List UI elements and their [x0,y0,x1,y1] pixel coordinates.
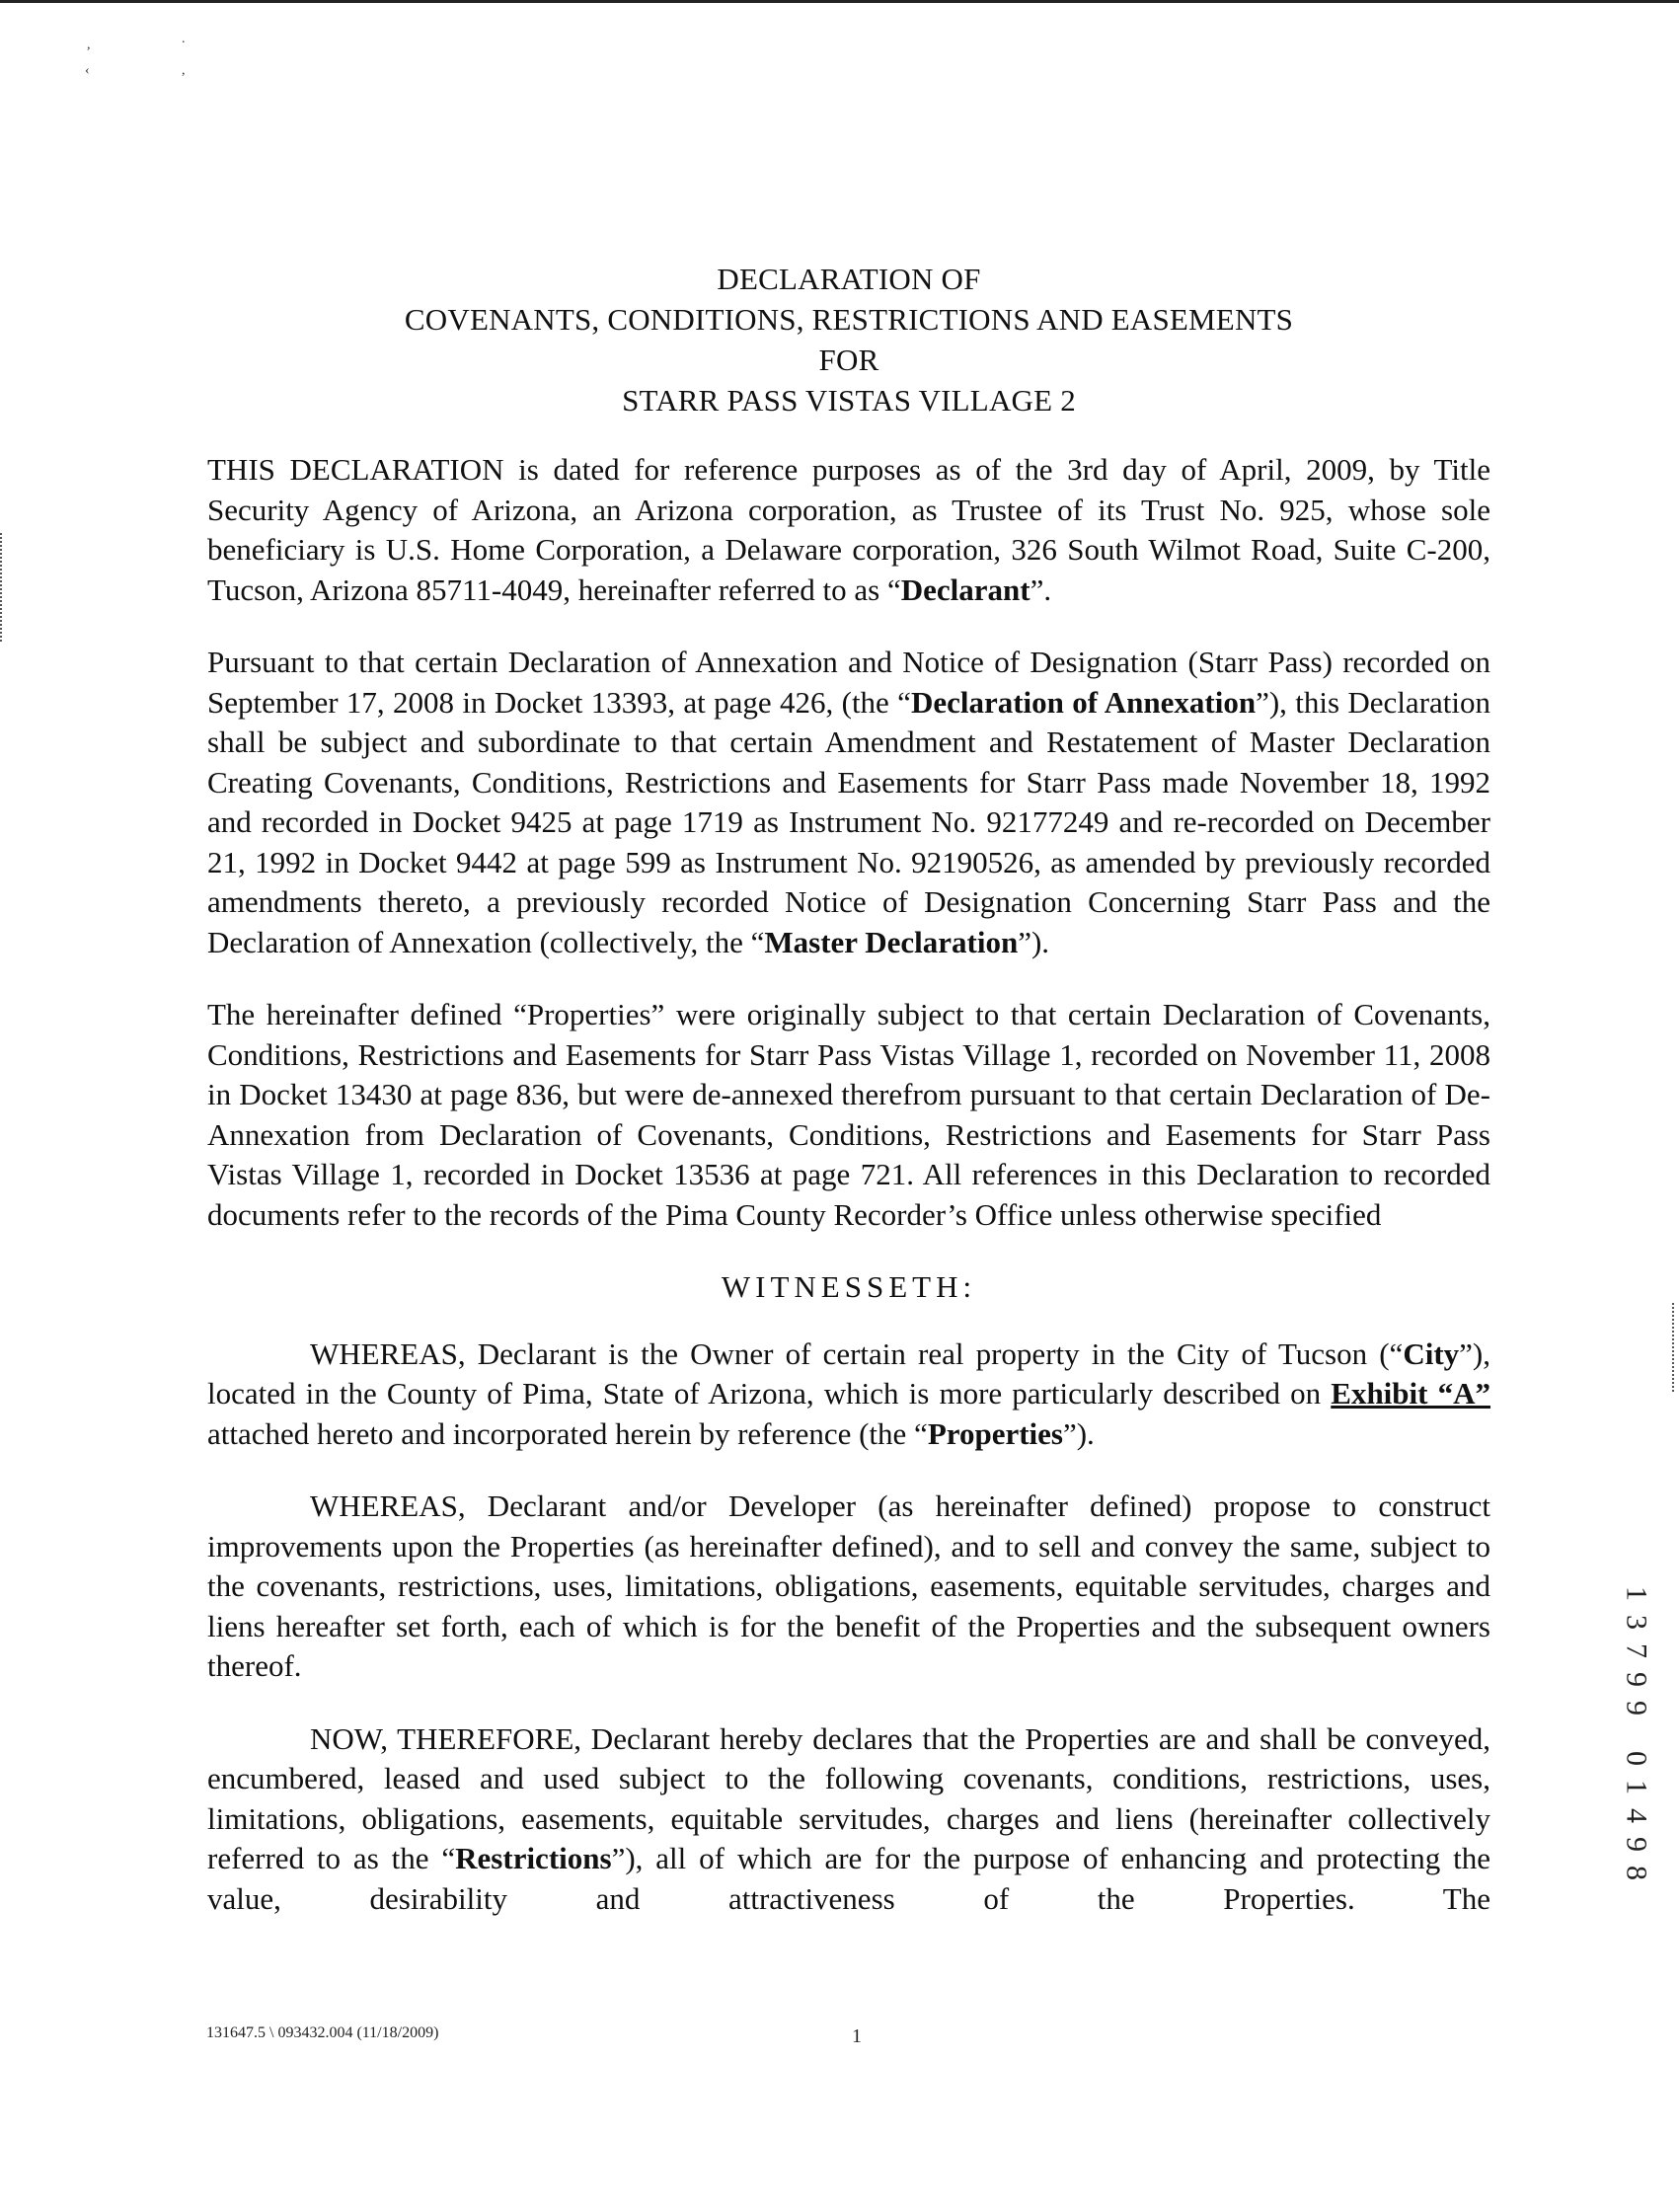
scan-margin-marks-right [1672,1303,1677,1392]
defined-term: City [1403,1335,1460,1371]
defined-term: Restrictions [455,1841,612,1875]
recording-stamp-char: 8 [1620,1866,1653,1880]
paragraph-text: ”). [1062,1415,1095,1451]
paragraph-text: THIS DECLARATION is dated for reference purposes as of the 3rd day of April, 2009, by Title Security Agency of Arizona, an Arizona corporation, as Trustee of its Trust No. 925, whose sole beneficiary is U.S. Home Corporation, a Delaware corporation, 326 South Wilmot Road, Suite C-200, Tucson, Arizona 85711-4049, hereinafter referred to as “ [207,452,1490,607]
paragraph-declaration-date [207,450,1490,610]
scan-specks: , . ‹ , [85,32,186,78]
title-line: FOR [818,343,879,377]
paragraph-de-annexation: The hereinafter defined “Properties” were originally subject to that certain Declaration of Covenants, Conditions, Restrictions and Easements for Starr Pass Vistas Village 1, recorded on November 11, 2008 in Docket 13430 at page 836, but were de-annexed therefrom pursuant to that certain Declaration of De-Annexation from Declaration of Covenants, Conditions, Restrictions and Easements for Starr Pass Vistas Village 1, recorded in Docket 13536 at page 721. All references in this Declaration to recorded documents refer to the records of the Pima County Recorder’s Office unless otherwise specified [207,997,1490,1232]
recording-stamp-char: 9 [1620,1837,1653,1852]
document-body [207,450,1490,1951]
page-number: 1 [852,2025,862,2047]
paragraph-whereas-owner [207,1335,1490,1455]
defined-term: Declaration of Annexation [910,684,1257,720]
exhibit-reference: Exhibit “A” [1331,1376,1490,1411]
title-line: DECLARATION OF [717,262,981,296]
recording-stamp-char: 1 [1620,1780,1653,1794]
document-title [207,259,1490,420]
recording-stamp-char: 3 [1620,1615,1653,1630]
paragraph-now-therefore [207,1719,1490,1920]
recording-stamp-char: 9 [1620,1701,1653,1716]
title-line: COVENANTS, CONDITIONS, RESTRICTIONS AND EASEMENTS [404,302,1294,337]
paragraph-whereas-developer: WHEREAS, Declarant and/or Developer (as hereinafter defined) propose to construct improvements upon the Properties (as hereinafter defined), and to sell and convey the same, subject to the covenants, restrictions, uses, limitations, obligations, easements, equitable servitudes, charges and liens hereafter set forth, each of which is for the benefit of the Properties and the subsequent owners thereof. [207,1488,1490,1683]
recording-stamp [1617,1579,1656,1887]
recording-stamp-char: 4 [1620,1808,1653,1823]
recording-stamp-char: 9 [1620,1672,1653,1687]
title-line: STARR PASS VISTAS VILLAGE 2 [622,383,1076,418]
paragraph-text: ”), this Declaration shall be subject and subordinate to that certain Amendment and Restatement of Master Declaration Creating Covenants, Conditions, Restrictions and Easements for Starr Pass made November 18, 1992 and recorded in Docket 9425 at page 1719 as Instrument No. 92177249 and re-recorded on December 21, 1992 in Docket 9442 at page 599 as Instrument No. 92190526, as amended by previously recorded amendments thereto, a previously recorded Notice of Designation Concerning Starr Pass and the Declaration of Annexation (collectively, the “ [207,684,1491,959]
recording-stamp-chars [1617,1579,1656,1887]
paragraph-text: WHEREAS, Declarant is the Owner of certain real property in the City of Tucson (“ [310,1335,1404,1371]
defined-term: Declarant [900,572,1030,607]
paragraph-text: NOW, THEREFORE, Declarant hereby declares that the Properties are and shall be conveyed, encumbered, leased and used subject to the following covenants, conditions, restrictions, uses, limitations, obligations, easements, equitable servitudes, charges and liens (hereinafter collectively referred to as the “ [207,1720,1490,1875]
scan-margin-marks [0,533,5,642]
paragraph-text: ”), all of which are for the purpose of enhancing and protecting the value, desirability and attractiveness of the Properties. The [207,1841,1491,1916]
recording-stamp-char: 1 [1620,1586,1653,1601]
paragraph-text: ”. [1030,572,1052,607]
defined-term: Master Declaration [764,924,1019,959]
paragraph-text: ”), located in the County of Pima, State of Arizona, which is more particularly described on [207,1335,1490,1411]
recording-stamp-char: 0 [1620,1751,1653,1766]
footer-document-code: 131647.5 \ 093432.004 (11/18/2009) [206,2024,439,2041]
witnesseth-heading: WITNESSETH: [721,1269,977,1304]
paragraph-annexation [207,643,1490,962]
paragraph-text: ”). [1018,924,1050,959]
scan-top-edge [0,0,1679,3]
paragraph-text: attached hereto and incorporated herein by reference (the “ [207,1415,928,1451]
defined-term: Properties [927,1415,1063,1451]
recording-stamp-char: 7 [1620,1643,1653,1658]
paragraph-text: Pursuant to that certain Declaration of Annexation and Notice of Designation (Starr Pass) recorded on September 17, 2008 in Docket 13393, at page 426, (the “ [207,645,1490,720]
